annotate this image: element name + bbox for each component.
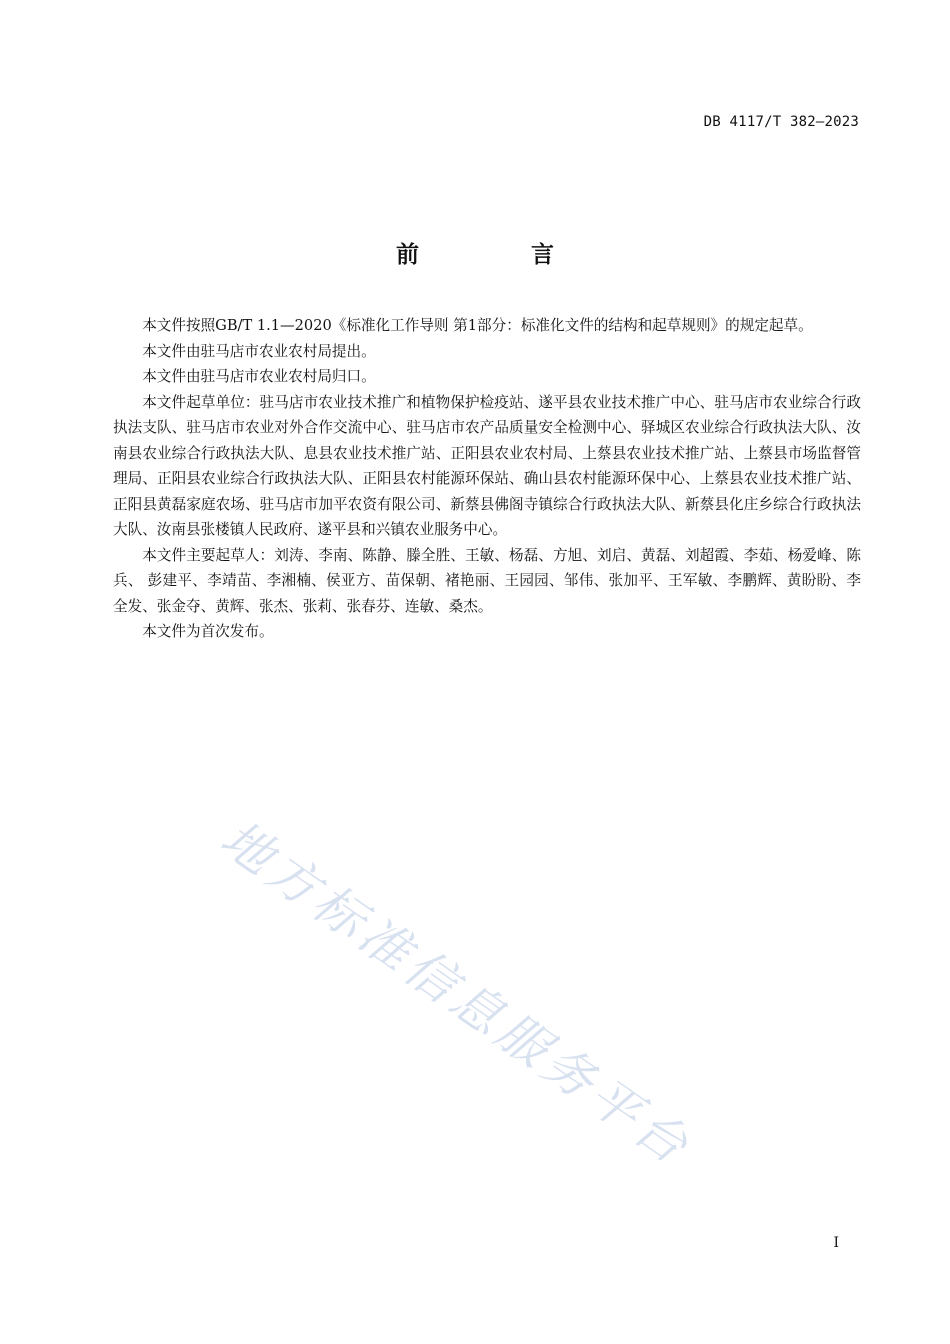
- paragraph-proposed-by: 本文件由驻马店市农业农村局提出。: [142, 342, 376, 360]
- paragraph-drafters: 本文件主要起草人：刘涛、李南、陈静、滕全胜、王敏、杨磊、方旭、刘启、黄磊、刘超霞、李茹、杨爱峰、陈兵、 彭建平、李靖苗、李湘楠、侯亚方、苗保朝、褚艳丽、王园园、邹伟、张加平、王军敏、李鹏辉、黄盼盼、李全发、张金夺、黄辉、张杰、张莉、张春芬、连敏、桑杰。: [113, 546, 861, 615]
- paragraph-centralized-by: 本文件由驻马店市农业农村局归口。: [142, 368, 376, 385]
- paragraph-drafting-rules: 本文件按照GB/T 1.1—2020《标准化工作导则 第1部分：标准化文件的结构和起草规则》的规定起草。: [142, 317, 813, 334]
- paragraph-first-release: 本文件为首次发布。: [142, 623, 274, 640]
- foreword-body: [113, 313, 861, 645]
- paragraph-drafting-units: 本文件起草单位：驻马店市农业技术推广和植物保护检疫站、遂平县农业技术推广中心、驻马店市农业综合行政执法支队、驻马店市农业对外合作交流中心、驻马店市农产品质量安全检测中心、驿城区农业综合行政执法大队、汝南县农业综合行政执法大队、息县农业技术推广站、正阳县农业农村局、上蔡县农业技术推广站、上蔡县市场监督管理局、正阳县农业综合行政执法大队、正阳县农村能源环保站、确山县农村能源环保中心、上蔡县农业技术推广站、正阳县黄磊家庭农场、驻马店市加平农资有限公司、新蔡县佛阁寺镇综合行政执法大队、新蔡县化庄乡综合行政执法大队、汝南县张楼镇人民政府、遂平县和兴镇农业服务中心。: [113, 393, 861, 538]
- watermark: 地方标准信息服务平台: [210, 809, 703, 1178]
- page-number: I: [833, 1235, 839, 1251]
- document-code: DB 4117/T 382—2023: [703, 114, 859, 130]
- page-title: 前 言: [395, 242, 606, 268]
